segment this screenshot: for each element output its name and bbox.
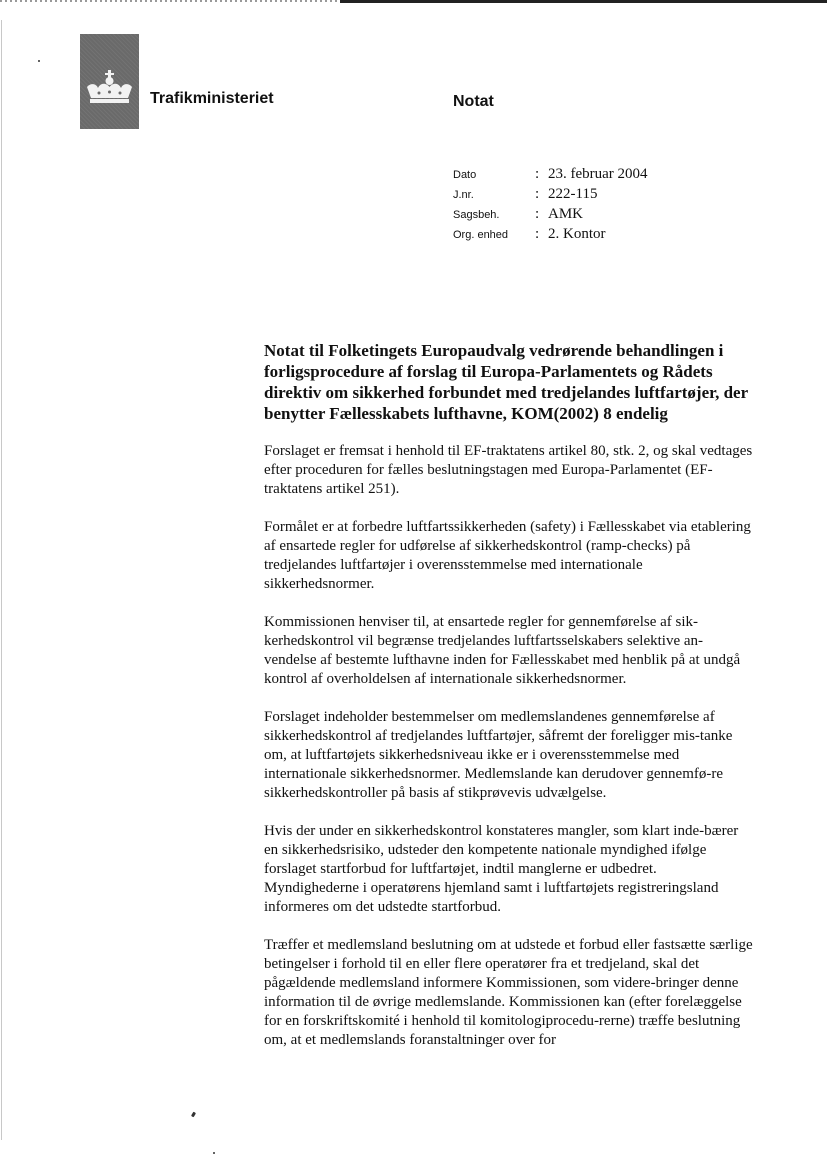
scan-speck [213,1152,215,1154]
meta-row-date [453,166,648,186]
meta-label: Org. enhed [453,229,509,241]
meta-label: Dato [453,169,477,181]
scan-speck [38,60,40,62]
metadata-block [453,166,648,246]
paragraph-3: Kommissionen henviser til, at ensartede regler for gennemførelse af sik-kerhedskontrol vil begrænse tredjelandes luftfartsselskabers selektive an-vendelse af bestemte lufthavne inden for Fællesskabet med henblik på at undgå kontrol af overholdelsen af internationale sikkerhedsnormer. [264,614,741,687]
meta-row-org-unit [453,226,648,246]
document-body [264,340,754,1069]
paragraph-2: Formålet er at forbedre luftfartssikkerheden (safety) i Fællesskabet via etablering af ensartede regler for udførelse af sikkerhedskontrol (ramp-checks) på tredjelandes luftfartøjer i overensstemmelse med internationale sikkerhedsnormer. [264,519,751,592]
scan-edge-left [1,20,2,1140]
meta-value: 2. Kontor [548,226,606,242]
scan-speck [191,1112,196,1118]
meta-separator: : [535,226,540,242]
meta-separator: : [535,206,540,222]
crown-icon [84,70,135,104]
meta-separator: : [535,186,540,202]
meta-row-case-officer [453,206,648,226]
paragraph-5: Hvis der under en sikkerhedskontrol konstateres mangler, som klart inde-bærer en sikkerhedsrisiko, udsteder den kompetente nationale myndighed ifølge forslaget startforbud for luftfartøjet, indtil manglerne er udbedret. Myndighederne i operatørens hjemland samt i luftfartøjets registreringsland informeres om det udstedte startforbud. [264,823,739,915]
scan-edge-top [0,0,827,8]
meta-label: J.nr. [453,189,474,201]
meta-value: AMK [548,206,584,222]
meta-value: 23. februar 2004 [548,166,648,182]
meta-label: Sagsbeh. [453,209,500,221]
paragraph-4: Forslaget indeholder bestemmelser om medlemslandenes gennemførelse af sikkerhedskontrol af tredjelandes luftfartøjer, såfremt der foreligger mis-tanke om, at luftfartøjets sikkerhedsniveau ikke er i overensstemmelse med internationale sikkerhedsnormer. Medlemslande kan derudover gennemfø-re sikkerhedskontroller på basis af stikprøvevis udvælgelse. [264,709,733,801]
meta-row-jnr [453,186,648,206]
ministry-name: Trafikministeriet [150,90,274,107]
document-title: Notat til Folketingets Europaudvalg vedrørende behandlingen i forligsprocedure af forslag til Europa-Parlamentets og Rådets direktiv om sikkerhed forbundet med tredjelandes luftfartøjer, der benytter Fællesskabets lufthavne, KOM(2002) 8 endelig [264,341,748,423]
meta-separator: : [535,166,540,182]
paragraph-1: Forslaget er fremsat i henhold til EF-traktatens artikel 80, stk. 2, og skal vedtages efter proceduren for fælles beslutningstagen med Europa-Parlamentet (EF-traktatens artikel 251). [264,443,753,497]
crown-logo [80,34,139,129]
paragraph-6: Træffer et medlemsland beslutning om at udstede et forbud eller fastsætte særlige betingelser i forhold til en eller flere operatører fra et tredjeland, skal det pågældende medlemsland informere Kommissionen, som videre-bringer denne information til de øvrige medlemslande. Kommissionen kan (efter forelæggelse for en forskriftskomité i henhold til komitologiprocedu-rerne) træffe beslutning om, at et medlemslands foranstaltninger over for [264,937,753,1048]
document-type: Notat [453,93,494,110]
meta-value: 222-115 [548,186,598,202]
